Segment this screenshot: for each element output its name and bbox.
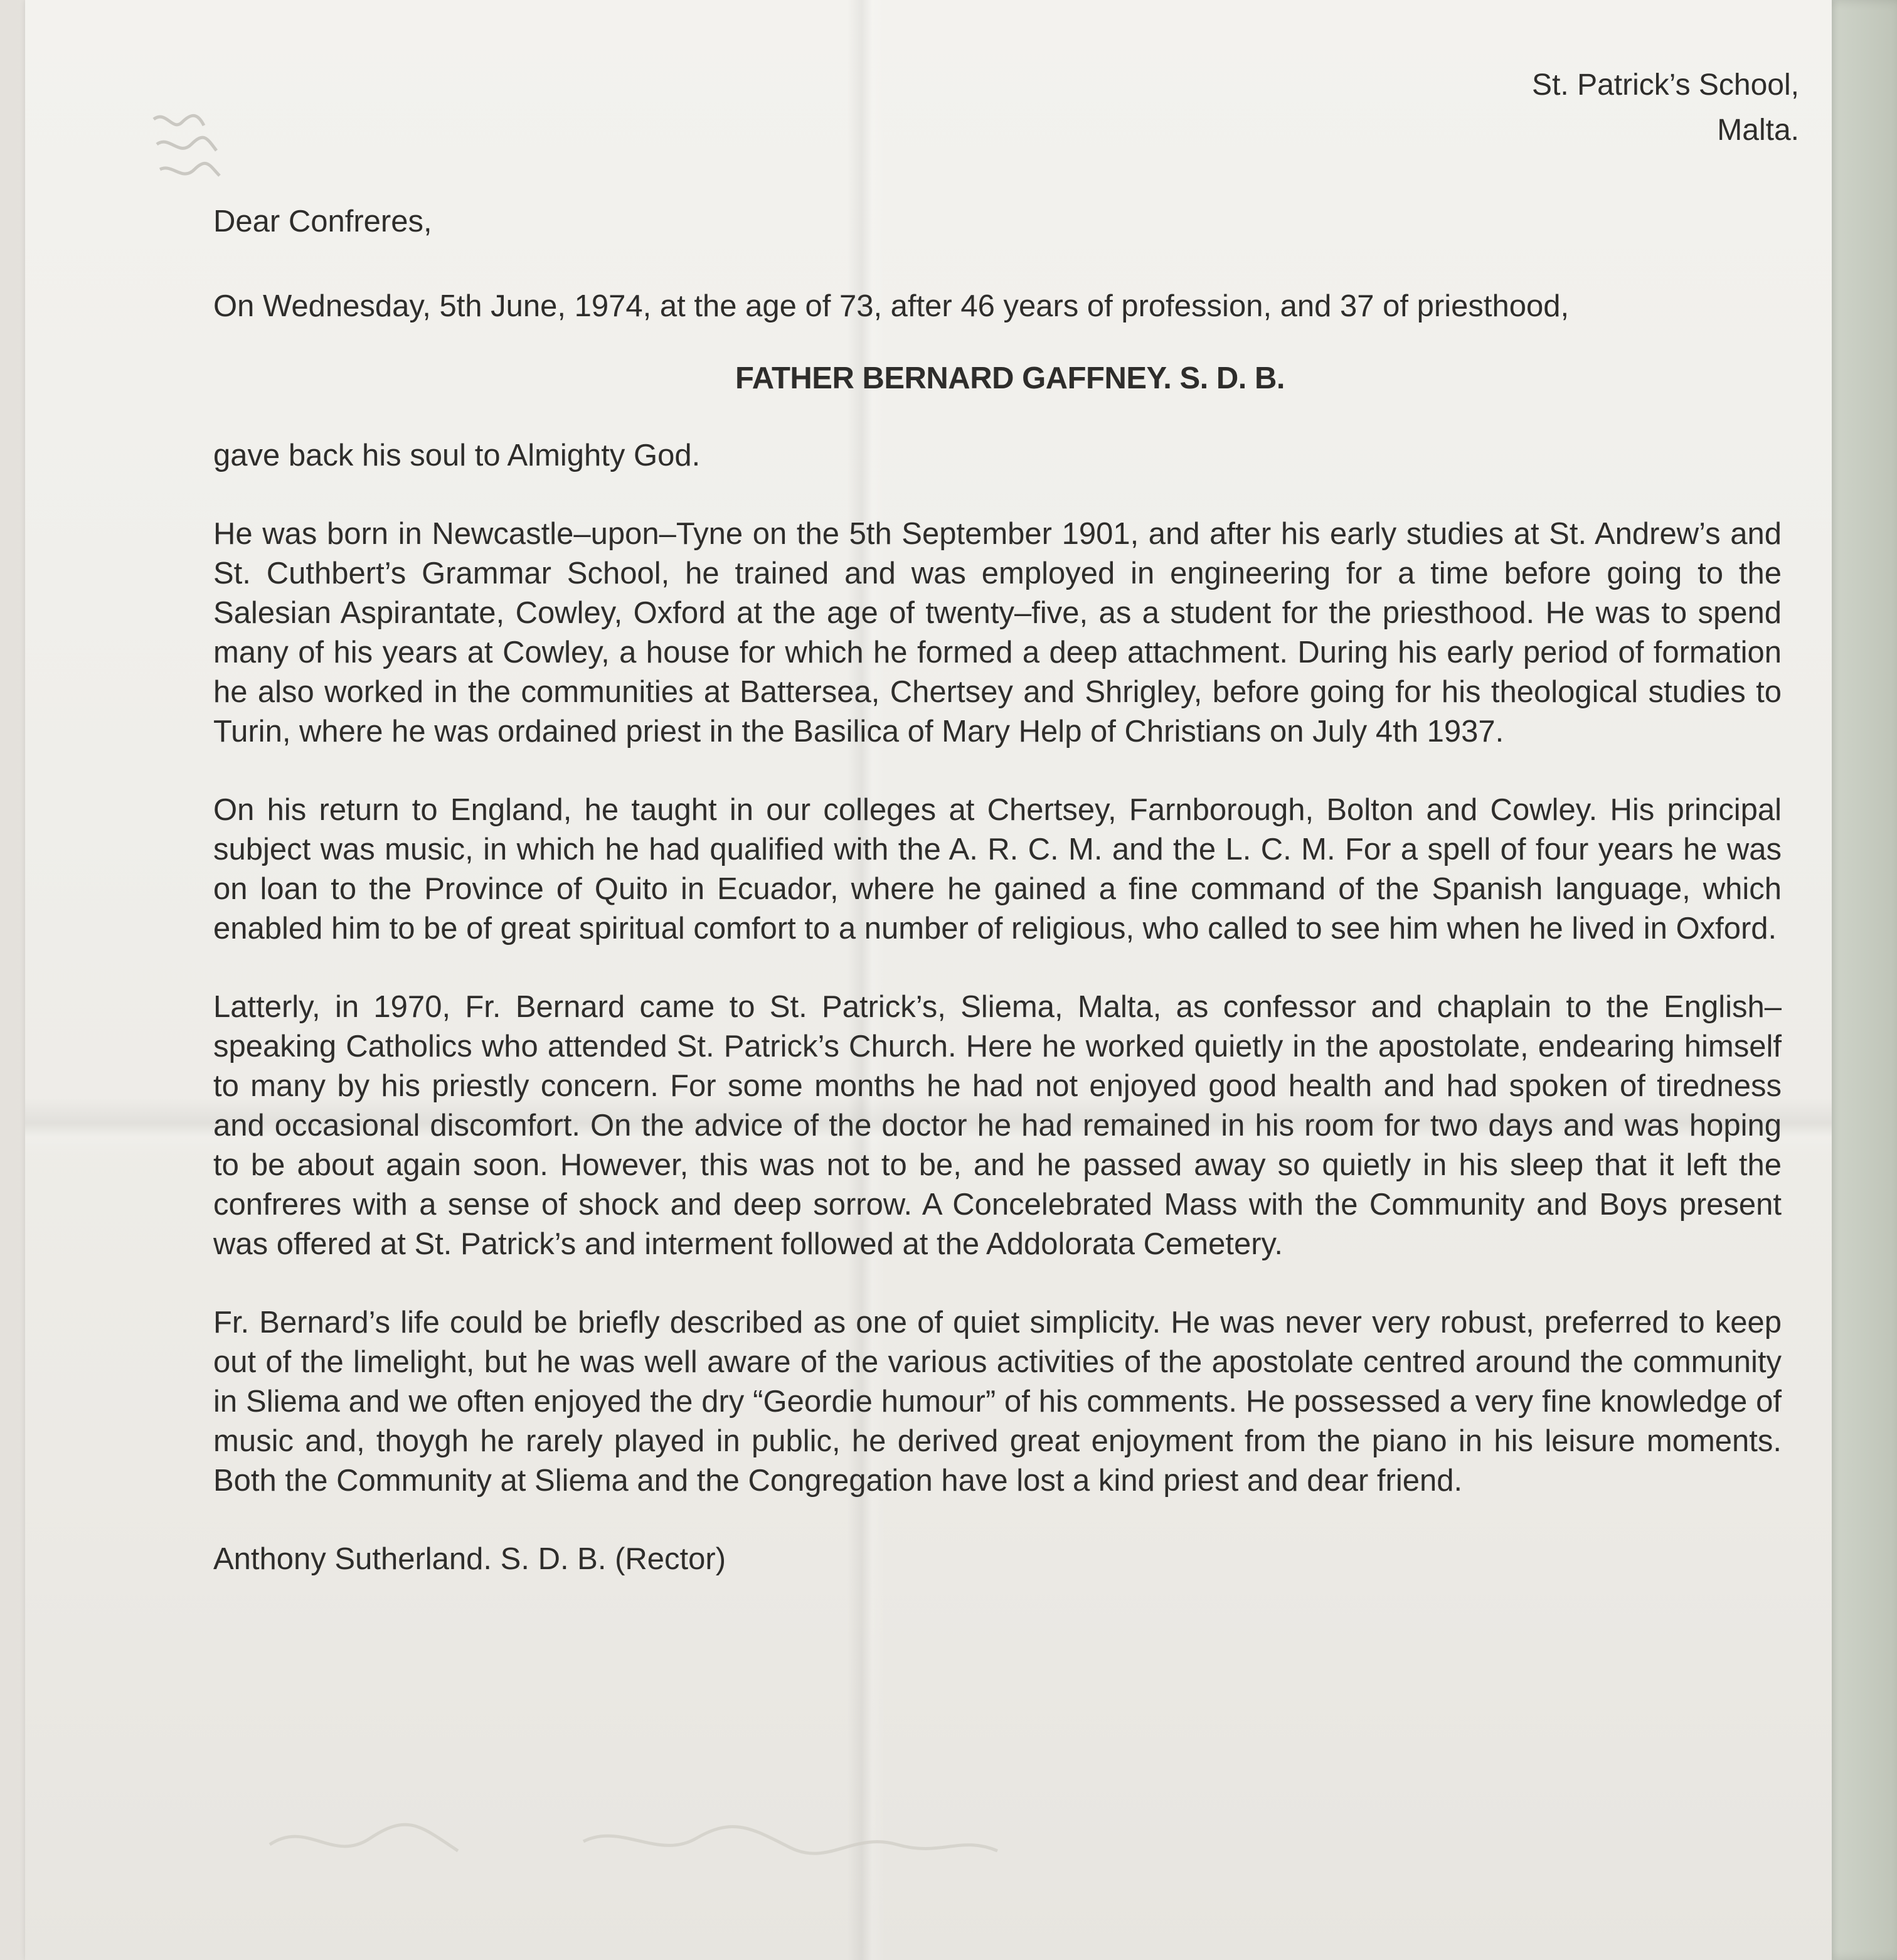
faint-pencil-note [257, 1807, 1010, 1876]
paragraph-malta: Latterly, in 1970, Fr. Bernard came to St. Patrick’s, Sliema, Malta, as confessor and chaplain to the English–speaking Catholics who attended St. Patrick’s Church. Here he worked quietly in the apostolate, endearing himself to many by his priestly concern. For some months he had not enjoyed good health and had spoken of tiredness and occasional discomfort. On the advice of the doctor he had remained in his room for two days and was hoping to be about again soon. However, this was not to be, and he passed away so quietly in his sleep that it left the confreres with a sense of shock and deep sorrow. A Concelebrated Mass with the Community and Boys present was offered at St. Patrick’s and interment followed at the Addolorata Cemetery. [213, 990, 1782, 1261]
address-line-country: Malta. [1717, 114, 1799, 147]
letter-body [213, 63, 1799, 1579]
paragraph-early-life: He was born in Newcastle–upon–Tyne on the 5th September 1901, and after his early studies at St. Andrew’s and St. Cuthbert’s Grammar School, he trained and was employed in engineering for a time before going to the Salesian Aspirantate, Cowley, Oxford at the age of twenty–five, as a student for the priesthood. He was to spend many of his years at Cowley, a house for which he formed a deep attachment. During his early period of formation he also worked in the communities at Battersea, Chertsey and Shrigley, before going for his theological studies to Turin, where he was ordained priest in the Basilica of Mary Help of Christians on July 4th 1937. [213, 517, 1782, 748]
address-line-school: St. Patrick’s School, [1532, 68, 1799, 102]
opening-paragraph: On Wednesday, 5th June, 1974, at the age of 73, after 46 years of profession, and 37 of priesthood, [213, 289, 1570, 323]
deceased-name-heading: FATHER BERNARD GAFFNEY. S. D. B. [735, 361, 1285, 395]
gave-back-line: gave back his soul to Almighty God. [213, 439, 701, 472]
signature-line: Anthony Sutherland. S. D. B. (Rector) [213, 1542, 726, 1576]
paragraph-teaching: On his return to England, he taught in our colleges at Chertsey, Farnborough, Bolton and Cowley. His principal subject was music, in which he had qualified with the A. R. C. M. and the L. C. M. For a spell of four years he was on loan to the Province of Quito in Ecuador, where he gained a fine command of the Spanish language, which enabled him to be of great spiritual comfort to a number of religious, who called to see him when he lived in Oxford. [213, 793, 1782, 945]
paragraph-tribute: Fr. Bernard’s life could be briefly described as one of quiet simplicity. He was never very robust, preferred to keep out of the limelight, but he was well aware of the various activities of the apostolate centred around the community in Sliema and we often enjoyed the dry “Geordie humour” of his comments. He possessed a very fine knowledge of music and, thoygh he rarely played in public, he derived great enjoyment from the piano in his leisure moments. Both the Community at Sliema and the Congregation have lost a kind priest and dear friend. [213, 1306, 1782, 1498]
letter-sheet [25, 0, 1832, 1960]
sender-address [213, 63, 1799, 153]
salutation: Dear Confreres, [213, 205, 432, 238]
